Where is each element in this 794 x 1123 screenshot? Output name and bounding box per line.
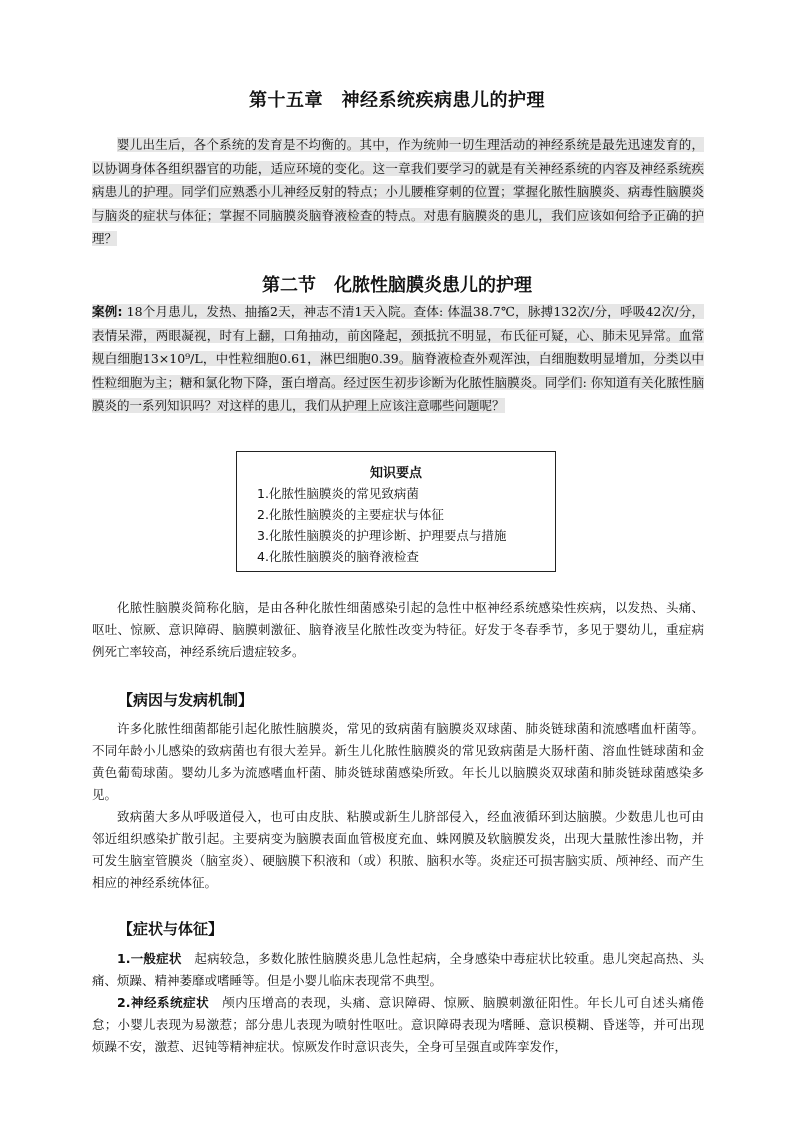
definition-paragraph: [92, 597, 704, 663]
symptom-text: 颅内压增高的表现，头痛、意识障碍、惊厥、脑膜刺激征阳性。年长儿可自述头痛倦怠；小婴儿表现为易激惹；部分患儿表现为喷射性呕吐。意识障碍表现为嗜睡、意识模糊、昏迷等，并可出现烦躁不安，激惹、迟钝等精神症状。惊厥发作时意识丧失，全身可呈强直或阵挛发作，: [92, 995, 704, 1054]
intro-text: 婴儿出生后，各个系统的发育是不均衡的。其中，作为统帅一切生理活动的神经系统是最先迅速发育的，以协调身体各组织器官的功能，适应环境的变化。这一章我们要学习的就是有关神经系统的内容及神经系统疾病患儿的护理。同学们应熟悉小儿神经反射的特点；小儿腰椎穿刺的位置；掌握化脓性脑膜炎、病毒性脑膜炎与脑炎的症状与体征；掌握不同脑膜炎脑脊液检查的特点。对患有脑膜炎的患儿，我们应该如何给予正确的护理？: [92, 137, 704, 246]
intro-paragraph: [92, 133, 704, 251]
symptom-text: 起病较急，多数化脓性脑膜炎患儿急性起病，全身感染中毒症状比较重。患儿突起高热、头痛、烦躁、精神萎靡或嗜睡等。但是小婴儿临床表现常不典型。: [92, 951, 704, 988]
symptom-paragraph: [92, 948, 704, 992]
cause-paragraph: 许多化脓性细菌都能引起化脓性脑膜炎，常见的致病菌有脑膜炎双球菌、肺炎链球菌和流感嗜血杆菌等。不同年龄小儿感染的致病菌也有很大差异。新生儿化脓性脑膜炎的常见致病菌是大肠杆菌、溶血性链球菌和金黄色葡萄球菌。婴幼儿多为流感嗜血杆菌、肺炎链球菌感染所致。年长儿以脑膜炎双球菌和肺炎链球菌感染多见。: [92, 721, 704, 802]
symptoms-section: [92, 948, 704, 1058]
knowledge-point: 1.化脓性脑膜炎的常见致病菌: [257, 486, 419, 501]
chapter-title: 第十五章 神经系统疾病患儿的护理: [249, 90, 545, 111]
knowledge-points-box: [236, 451, 556, 572]
symptom-lead: 1.一般症状: [117, 951, 182, 966]
section-title: 第二节 化脓性脑膜炎患儿的护理: [262, 275, 532, 296]
cause-section: [92, 718, 704, 894]
case-label: 案例:: [92, 304, 123, 319]
heading-symptoms: 【症状与体征】: [118, 920, 224, 938]
knowledge-points-title: 知识要点: [369, 466, 422, 481]
knowledge-points-list: [237, 483, 555, 567]
symptom-lead: 2.神经系统症状: [117, 995, 210, 1010]
knowledge-point: 4.化脓性脑膜炎的脑脊液检查: [257, 549, 419, 564]
heading-cause: 【病因与发病机制】: [118, 691, 254, 709]
knowledge-point: 2.化脓性脑膜炎的主要症状与体征: [257, 507, 444, 522]
case-text: 18个月患儿，发热、抽搐2天，神志不清1天入院。查体: 体温38.7℃，脉搏132次/分，呼吸42次/分，表情呆滞，两眼凝视，时有上翻，口角抽动，前囟隆起，颈抵抗不明显，布氏征可疑，心、肺未见异常。血常规白细胞13×10⁹/L，中性粒细胞0.61，淋巴细胞0.39。脑脊液检查外观浑浊，白细胞数明显增加，分类以中性粒细胞为主；糖和氯化物下降，蛋白增高。经过医生初步诊断为化脓性脑膜炎。同学们: 你知道有关化脓性脑膜炎的一系列知识吗？对这样的患儿，我们从护理上应该注意哪些问题呢？: [92, 304, 704, 413]
case-paragraph: [92, 300, 704, 418]
symptom-paragraph: [92, 992, 704, 1058]
cause-paragraph: 致病菌大多从呼吸道侵入，也可由皮肤、粘膜或新生儿脐部侵入，经血液循环到达脑膜。少数患儿也可由邻近组织感染扩散引起。主要病变为脑膜表面血管极度充血、蛛网膜及软脑膜发炎，出现大量脓性渗出物，并可发生脑室管膜炎（脑室炎）、硬脑膜下积液和（或）积脓、脑积水等。炎症还可损害脑实质、颅神经、而产生相应的神经系统体征。: [92, 809, 704, 890]
knowledge-point: 3.化脓性脑膜炎的护理诊断、护理要点与措施: [257, 528, 507, 543]
definition-text: 化脓性脑膜炎简称化脑，是由各种化脓性细菌感染引起的急性中枢神经系统感染性疾病，以发热、头痛、呕吐、惊厥、意识障碍、脑膜刺激征、脑脊液呈化脓性改变为特征。好发于冬春季节，多见于婴幼儿，重症病例死亡率较高，神经系统后遗症较多。: [92, 600, 704, 659]
